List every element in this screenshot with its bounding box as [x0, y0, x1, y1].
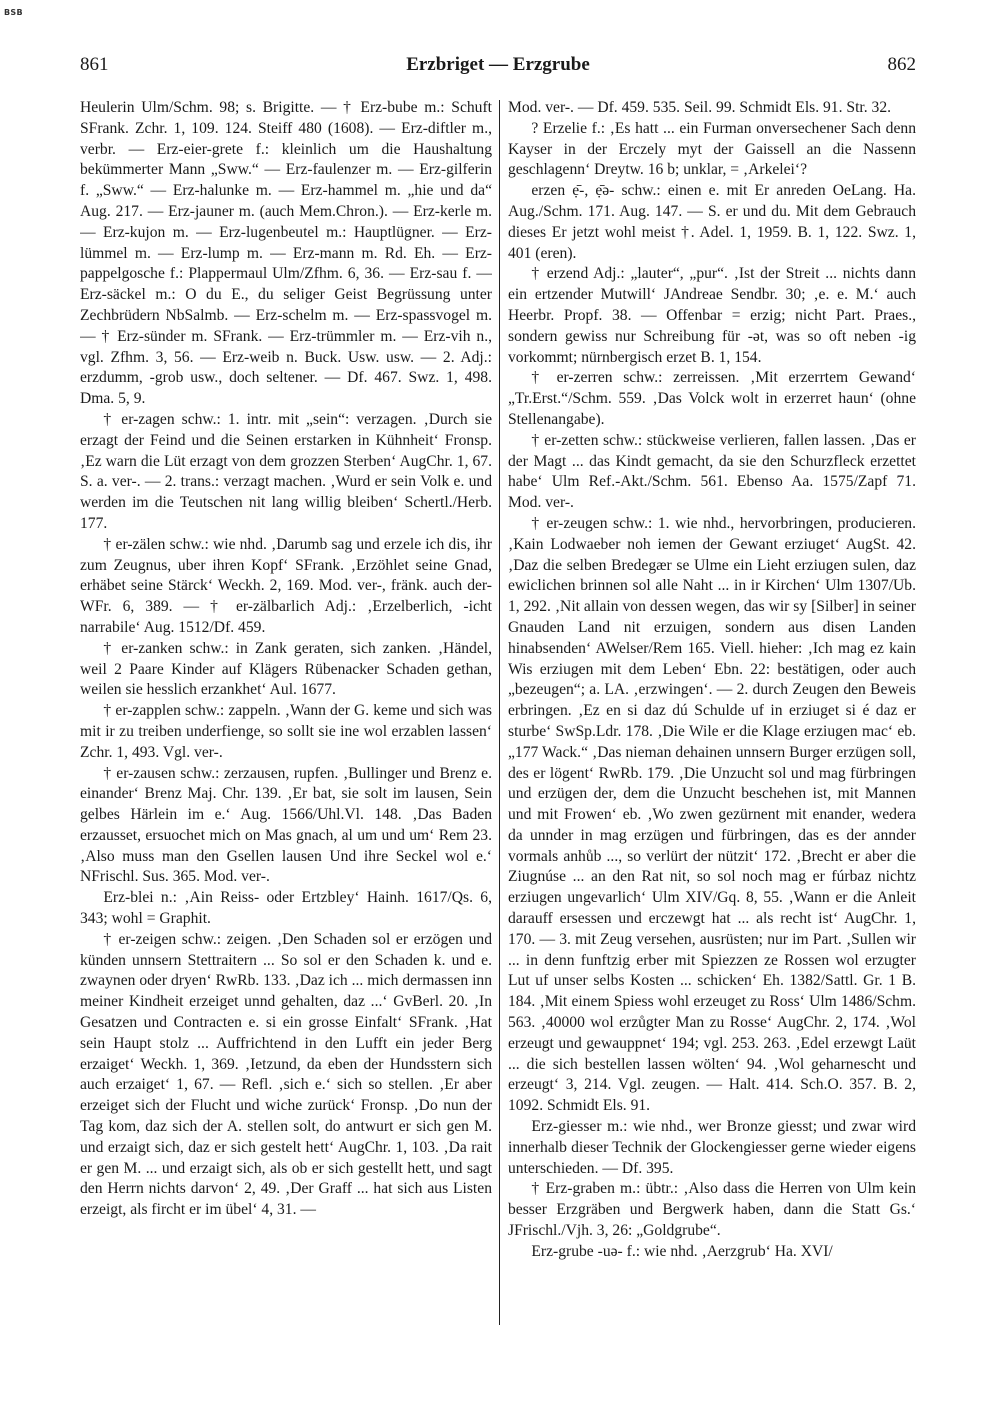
entry-paragraph: † er-zälen schw.: wie nhd. ‚Darumb sag und erzele ich dis, ihr zum Zeugnus, uber ihren Kopf‘ SFrank. ‚Erzöhlet seine Gnad, erhäbet seine Stärck‘ Weckh. 2, 169. Mod. ver-, fränk. auch der- WFr. 6, 389. — † er-zälbarlich Adj.: ‚Erzelberlich, -icht narrabile‘ Aug. 1512/Df. 459. [80, 535, 492, 636]
entry-paragraph: Heulerin Ulm/Schm. 98; s. Brigitte. — † Erz-bube m.: Schuft SFrank. Zchr. 1, 109. 124. Steiff 480 (1608). — Erz-diftler m., verbr. — Erz-eier-grete f.: kleinlich um die Haushaltung bekümmerter Mann „Sww.“ — Erz-faulenzer m. — Erz-gilferin f. „Sww.“ — Erz-halunke m. — Erz-hammel m. „hie und da“ Aug. 217. — Erz-jauner m. (auch Mem.Chron.). — Erz-kerle m. — Erz-kujon m. — Erz-lugenbeutel m.: Hauptlügner. — Erz-lümmel m. — Erz-lump m. — Erz-mann m. Rd. Eh. — Erz-pappelgosche f.: Plappermaul Ulm/Zfhm. 6, 36. — Erz-sau f. — Erz-säckel m.: O du E., du seliger Geist Begrüssung unter Zechbrüdern NbSalmb. — Erz-schelm m. — Erz-spassvogel m. — † Erz-sünder m. SFrank. — Erz-trümmler m. — Erz-vih n., vgl. Zfhm. 3, 56. — Erz-weib n. Buck. Usw. usw. — 2. Adj.: erzdumm, -grob usw., doch seltener. — Df. 467. Swz. 1, 498. Dma. 5, 9. [80, 99, 492, 408]
entry-paragraph: Mod. ver-. — Df. 459. 535. Seil. 99. Schmidt Els. 91. Str. 32. [508, 99, 892, 116]
entry-paragraph: † er-zeugen schw.: 1. wie nhd., hervorbringen, producieren. ‚Kain Lodwaeber noh iemen der Gewant erziuget‘ AugSt. 42. ‚Daz die selben Bredegær se Ulme ein Lieht erziugen sulen, daz ewiclichen brinnen sol alle Naht ... in ir Kirchen‘ Ulm 1307/Ub. 1, 292. ‚Nit allain von dessen wegen, das wir sy [Silber] in seiner Gnauden Land nit erzuigen, sondern aus disen Landen hinabsenden‘ AWelser/Rem 165. Viell. hieher: ‚Ich mag ez kain Wis erziugen mit dem Leben‘ Ebn. 22: bestätigen, oder auch „bezeugen“; a. LA. ‚erzwingen‘. — 2. durch Zeugen den Beweis erbringen. ‚Ez en si daz dú Schulde uf in erziuget si é daz er sturbe‘ SwSp.Ldr. 178. ‚Die Wile er die Klage erziugen mac‘ eb. „177 Wack.“ ‚Das nieman dehainen unnsern Burger erzügen soll, des er lögent‘ RwRb. 179. ‚Die Unzucht sol und mag fürbringen und erzügen der, dem die Unzucht beschehen ist, mit Mannen und mit Frowen‘ eb. ‚Wo zwen gezürnent mit enander, wedera da unnder in mag erzügen und fürbringen, das es der annder vormals anhůb ..., so verlürt der nützit‘ 172. ‚Brecht er aber die Ziugnúse ... an den Rat nit, so sol noch mag er fúrbaz nichtz erziugen ungevarlich‘ Ulm XIV/Gq. 8, 55. ‚Wann er die Anleit darauff ersessen und erczewgt hat ... als recht ist‘ AugChr. 1, 170. — 3. mit Zeug versehen, ausrüsten; nur im Part. ‚Sullen wir ... in denn funftzig erber mit Spiezzen ze Rossen wol erzugter Lut uf unser selbs Kosten ... schicken‘ Eh. 1382/Sattl. Gr. 1 B. 184. ‚Mit einem Spiess wohl erzeuget zu Ross‘ Ulm 1486/Schm. 563. ‚40000 wol erzůgter Man zu Rosse‘ AugChr. 2, 174. ‚Wol erzeugt und gewauppnet‘ 194; vgl. 253. 263. ‚Edel erzewgt Laüt ... die sich bestellen lassen wölten‘ 94. ‚Wol geharnescht und erzeugt‘ 3, 214. Vgl. zeugen. — Halt. 414. Sch.O. 357. B. 2, 1092. Schmidt Els. 91. [508, 514, 916, 1115]
entry-paragraph: † erzend Adj.: „lauter“, „pur“. ‚Ist der Streit ... nichts dann ein ertzender Mutwill‘ JAndreae Sendbr. 30; ‚e. e. M.‘ auch Heerbr. Propf. 38. — Offenbar = erzig; nicht Part. Praes., sondern gewiss nur Schreibung für -ət, was so oft neben -ig vorkommt; nürnbergisch erzet B. 1, 154. [508, 265, 916, 366]
left-column [80, 98, 492, 1338]
running-title: Erzbriget — Erzgrube [406, 54, 590, 75]
entry-paragraph: Erz-blei n.: ‚Ain Reiss- oder Ertzbley‘ Hainh. 1617/Qs. 6, 343; wohl = Graphit. [80, 889, 492, 928]
entry-paragraph: Erz-giesser m.: wie nhd., wer Bronze giesst; und zwar wird innerhalb dieser Technik der Glockengiesser gerne wieder eigens unterschieden. — Df. 395. [508, 1118, 916, 1177]
entry-paragraph: † er-zapplen schw.: zappeln. ‚Wann der G. keme und sich was mit ir zu treiben underfienge, so sollt sie ine wol erzablen lassen‘ Zchr. 1, 493. Vgl. ver-. [80, 702, 492, 761]
page-number-left: 861 [80, 54, 109, 75]
entry-paragraph: † er-zerren schw.: zerreissen. ‚Mit erzerrtem Gewand‘ „Tr.Erst.“/Schm. 559. ‚Das Volck wolt in erzerret haun‘ (ohne Stellenangabe). [508, 369, 916, 428]
entry-paragraph: erzen ẹ̄-, ẹ̄ə- schw.: einen e. mit Er anreden OeLang. Ha. Aug./Schm. 171. Aug. 147. — S. er und du. Mit dem Gebrauch dieses Er jetzt wohl meist †. Adel. 1, 1959. B. 1, 122. Swz. 1, 401 (eren). [508, 182, 916, 262]
entry-paragraph: Erz-grube -uə- f.: wie nhd. ‚Aerzgrub‘ Ha. XVI/ [531, 1242, 833, 1260]
entry-paragraph: † er-zausen schw.: zerzausen, rupfen. ‚Bullinger und Brenz e. einander‘ Brenz Maj. Chr. 139. ‚Er bat, sie solt im lausen, Sein gelbes Härlein im e.‘ Aug. 1566/Uhl.Vl. 148. ‚Das Baden erzausset, ersuochet mich on Mas gnach, al um und um‘ Rem 23. ‚Also muss man den Gsellen lausen Und ihre Seckel wol e.‘ NFrischl. Sus. 365. Mod. ver-. [80, 764, 492, 886]
page-number-right: 862 [887, 54, 916, 75]
library-stamp: BSB [4, 8, 23, 17]
entry-paragraph: ? Erzelie f.: ‚Es hatt ... ein Furman onversechener Sach denn Kayser in der Erczely myt der Gaissell an die Nassenn geschlagenn‘ Dreytw. 16 b; unklar, = ‚Arkelei‘? [508, 119, 916, 179]
page-header [80, 48, 916, 78]
column-divider [499, 100, 500, 1325]
entry-paragraph: † er-zetten schw.: stückweise verlieren, fallen lassen. ‚Das er der Magt ... das Kindt gemacht, da sie den Schurzfleck erzettet habe‘ Ulm Ref.-Akt./Schm. 561. Ebenso Aa. 1575/Zapf 71. Mod. ver-. [508, 431, 916, 512]
entry-paragraph: † er-zagen schw.: 1. intr. mit „sein“: verzagen. ‚Durch sie erzagt der Feind und die Seinen erstarken in Kühnheit‘ Fronsp. ‚Ez warn die Lüt erzagt von dem grozzen Sterben‘ AugChr. 1, 67. S. a. ver-. — 2. trans.: verzagt machen. ‚Wurd er sein Volk e. und werden im die Teutschen nit lang willig bleiben‘ Schertl./Herb. 177. [80, 410, 492, 532]
entry-paragraph: † er-zanken schw.: in Zank geraten, sich zanken. ‚Händel, weil 2 Paare Kinder auf Klägers Rübenacker Schaden gethan, weilen sie hesslich erzankhet‘ Aul. 1677. [80, 639, 492, 699]
entry-paragraph: † er-zeigen schw.: zeigen. ‚Den Schaden sol er erzögen und künden unnsern Stettraitern ... So sol er den Schaden k. und e. zwaynen oder dryen‘ RwRb. 133. ‚Daz ich ... mich dermassen inn meiner Kindheit erzeiget unnd gehalten, daz ...‘ GvBerl. 20. ‚In Gesatzen und Contracten e. si ein grosse Einfalt‘ SFrank. ‚Hat sein Haupt stolz ... Auffrichtend in den Lufft ein jeder Berg erzaiget‘ Weckh. 1, 369. ‚Ietzund, da eben der Hundsstern sich auch erzaiget‘ 1, 67. — Refl. ‚sich e.‘ sich so stellen. ‚Er aber erzeiget sich der Flucht und wiche zurück‘ Fronsp. ‚Do nun der Tag kom, daz sich der A. stellen solt, do antwurt er sich gen M. und erzaigt sich, daz er sich gestelt hett‘ AugChr. 1, 103. ‚Da rait er gen M. ... und erzaigt sich, als ob er sich gestellt hett, und sagt den Herrn nichts darvon‘ 2, 49. ‚Der Graff ... hat sich aus Listen erzeigt, als fircht er im übel‘ 4, 31. — [80, 930, 492, 1219]
right-column [508, 98, 916, 1338]
entry-paragraph: † Erz-graben m.: übtr.: ‚Also dass die Herren von Ulm kein besser Erzgräben und Bergwerk haben, dann die Statt Gs.‘ JFrischl./Vjh. 3, 26: „Goldgrube“. [508, 1180, 916, 1240]
